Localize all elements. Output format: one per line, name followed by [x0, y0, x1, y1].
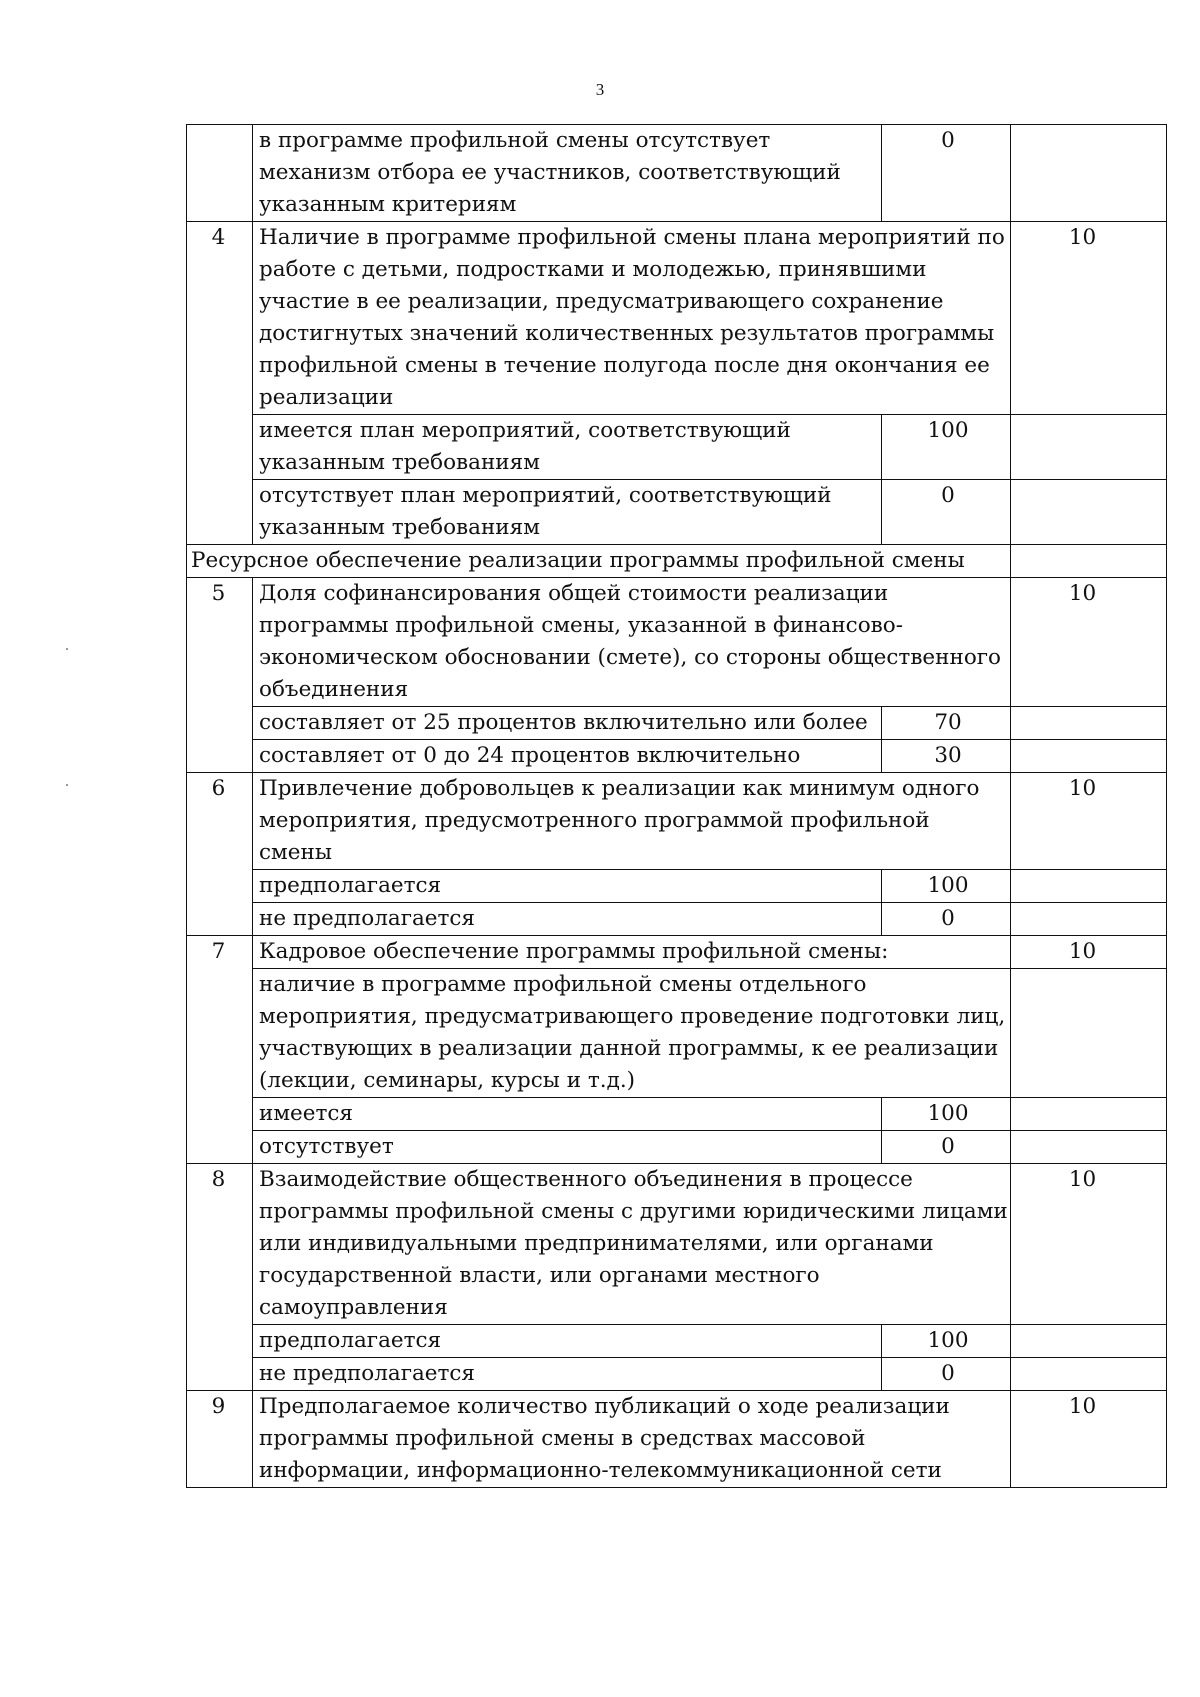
option-row	[187, 707, 1167, 740]
option-label: не предполагается	[253, 903, 882, 936]
criterion-text: Привлечение добровольцев к реализации как минимум одного мероприятия, предусмотренного программой профильной смены	[253, 773, 1011, 870]
weight-cell-empty	[1011, 1131, 1167, 1164]
weight-cell-empty	[1011, 870, 1167, 903]
page-number: 3	[595, 80, 605, 99]
scan-speck	[66, 648, 68, 650]
option-label: отсутствует	[253, 1131, 882, 1164]
criterion-row	[187, 1391, 1167, 1488]
option-value: 0	[882, 903, 1011, 936]
criterion-text: Доля софинансирования общей стоимости реализации программы профильной смены, указанной в финансово-экономическом обосновании (смете), со стороны общественного объединения	[253, 578, 1011, 707]
option-value: 0	[882, 1131, 1011, 1164]
option-row	[187, 740, 1167, 773]
section-row	[187, 545, 1167, 578]
weight-cell-empty	[1011, 707, 1167, 740]
weight-cell-empty	[1011, 1325, 1167, 1358]
option-value: 100	[882, 415, 1011, 480]
criterion-weight: 10	[1011, 222, 1167, 415]
criterion-text: Предполагаемое количество публикаций о ходе реализации программы профильной смены в средствах массовой информации, информационно-телекоммуникационной сети	[253, 1391, 1011, 1488]
criterion-subtext: наличие в программе профильной смены отдельного мероприятия, предусматривающего проведение подготовки лиц, участвующих в реализации данной программы, к ее реализации (лекции, семинары, курсы и т.д.)	[253, 969, 1011, 1098]
criterion-row	[187, 1164, 1167, 1325]
option-label: предполагается	[253, 1325, 882, 1358]
section-title: Ресурсное обеспечение реализации программы профильной смены	[187, 545, 1011, 578]
criterion-row	[187, 773, 1167, 870]
criterion-number: 7	[187, 936, 253, 1164]
criterion-weight: 10	[1011, 1391, 1167, 1488]
option-value: 0	[882, 480, 1011, 545]
option-row	[187, 125, 1167, 222]
scan-speck	[66, 784, 68, 786]
option-row	[187, 1325, 1167, 1358]
weight-cell-empty	[1011, 1358, 1167, 1391]
option-value: 0	[882, 1358, 1011, 1391]
criterion-number: 9	[187, 1391, 253, 1488]
option-row	[187, 870, 1167, 903]
criterion-weight: 10	[1011, 773, 1167, 870]
criterion-row	[187, 578, 1167, 707]
weight-cell-empty	[1011, 740, 1167, 773]
option-value: 30	[882, 740, 1011, 773]
option-value: 100	[882, 870, 1011, 903]
option-label: предполагается	[253, 870, 882, 903]
criterion-row	[187, 222, 1167, 415]
criteria-table	[186, 124, 1167, 1488]
criterion-subtext-row	[187, 969, 1167, 1098]
weight-cell-empty	[1011, 125, 1167, 222]
criterion-number: 5	[187, 578, 253, 773]
weight-cell-empty	[1011, 415, 1167, 480]
option-value: 100	[882, 1098, 1011, 1131]
weight-cell-empty	[1011, 545, 1167, 578]
option-row	[187, 1098, 1167, 1131]
option-label: отсутствует план мероприятий, соответствующий указанным требованиям	[253, 480, 882, 545]
option-label: составляет от 0 до 24 процентов включительно	[253, 740, 882, 773]
criterion-number: 6	[187, 773, 253, 936]
option-label: не предполагается	[253, 1358, 882, 1391]
option-row	[187, 415, 1167, 480]
option-row	[187, 903, 1167, 936]
option-row	[187, 1131, 1167, 1164]
option-label: имеется план мероприятий, соответствующий указанным требованиям	[253, 415, 882, 480]
weight-cell-empty	[1011, 969, 1167, 1098]
option-label: имеется	[253, 1098, 882, 1131]
criterion-weight: 10	[1011, 936, 1167, 969]
number-cell-empty	[187, 125, 253, 222]
weight-cell-empty	[1011, 1098, 1167, 1131]
criterion-weight: 10	[1011, 578, 1167, 707]
option-label: в программе профильной смены отсутствует механизм отбора ее участников, соответствующий указанным критериям	[253, 125, 882, 222]
option-label: составляет от 25 процентов включительно или более	[253, 707, 882, 740]
criterion-text: Наличие в программе профильной смены плана мероприятий по работе с детьми, подростками и молодежью, принявшими участие в ее реализации, предусматривающего сохранение достигнутых значений количественных результатов программы профильной смены в течение полугода после дня окончания ее реализации	[253, 222, 1011, 415]
criterion-text: Кадровое обеспечение программы профильной смены:	[253, 936, 1011, 969]
option-value: 100	[882, 1325, 1011, 1358]
criterion-row	[187, 936, 1167, 969]
criterion-text: Взаимодействие общественного объединения в процессе программы профильной смены с другими юридическими лицами или индивидуальными предпринимателями, или органами государственной власти, или органами местного самоуправления	[253, 1164, 1011, 1325]
option-value: 0	[882, 125, 1011, 222]
criterion-number: 8	[187, 1164, 253, 1391]
option-value: 70	[882, 707, 1011, 740]
weight-cell-empty	[1011, 903, 1167, 936]
option-row	[187, 1358, 1167, 1391]
criterion-number: 4	[187, 222, 253, 545]
criterion-weight: 10	[1011, 1164, 1167, 1325]
weight-cell-empty	[1011, 480, 1167, 545]
option-row	[187, 480, 1167, 545]
